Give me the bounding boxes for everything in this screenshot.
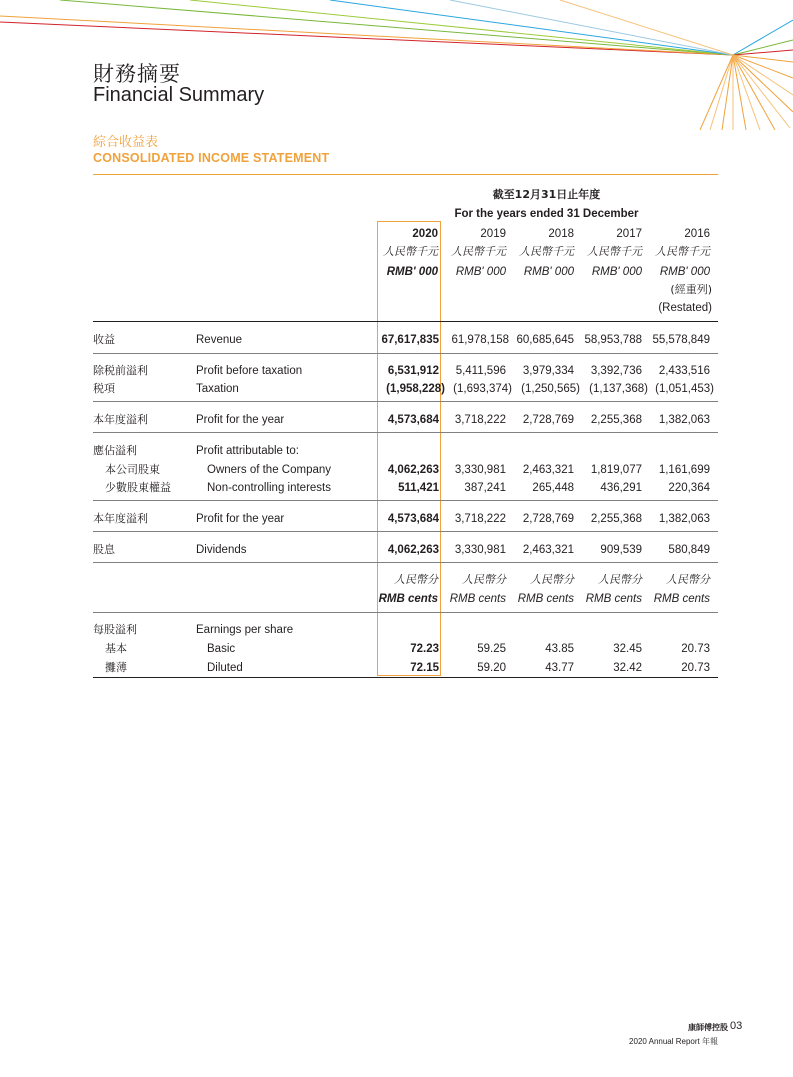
table-rule <box>93 321 718 322</box>
row-label-en: Dividends <box>196 544 247 556</box>
section-divider <box>93 174 718 175</box>
period-label-cn: 截至12月31日止年度 <box>492 188 601 201</box>
restated-label-en: (Restated) <box>658 302 712 314</box>
row-label-cn: 攤薄 <box>105 661 127 674</box>
cell: 387,241 <box>464 482 506 494</box>
cell: 20.73 <box>681 662 710 674</box>
page-number: 03 <box>730 1020 743 1032</box>
year-header: 2018 <box>548 228 574 240</box>
row-label-en: Profit for the year <box>196 414 285 426</box>
row-label-cn: 應佔溢利 <box>93 444 137 457</box>
table-rule <box>93 612 718 613</box>
cents-unit-cn: 人民幣分 <box>394 573 438 586</box>
cell: 220,364 <box>668 482 710 494</box>
table-rule <box>93 401 718 402</box>
ray <box>700 55 733 130</box>
cell: 20.73 <box>681 643 710 655</box>
year-header: 2016 <box>684 228 710 240</box>
cell: 3,330,981 <box>454 464 506 476</box>
cell: 59.20 <box>477 662 506 674</box>
cell: 2,463,321 <box>522 544 574 556</box>
cell: 3,392,736 <box>590 365 642 377</box>
row-label-en: Taxation <box>196 383 239 395</box>
cell: 2,463,321 <box>522 464 574 476</box>
cell: 3,979,334 <box>522 365 574 377</box>
cents-unit-en: RMB cents <box>517 593 574 605</box>
cell-2020: 6,531,912 <box>387 365 439 377</box>
footer-report-title: 2020 Annual Report 年報 <box>629 1037 718 1046</box>
row-label-cn: 本年度溢利 <box>93 512 148 525</box>
cell-2020: 4,062,263 <box>387 464 439 476</box>
ray <box>0 16 733 55</box>
table-rule <box>93 562 718 563</box>
row-label-cn: 股息 <box>93 543 115 556</box>
table-rule <box>93 677 718 678</box>
ray <box>710 55 733 130</box>
row-label-en: Profit for the year <box>196 513 285 525</box>
cell: 3,718,222 <box>454 414 506 426</box>
table-rule <box>93 353 718 354</box>
cell: 1,819,077 <box>590 464 642 476</box>
year-header: 2019 <box>480 228 506 240</box>
unit-cn: 人民幣千元 <box>587 245 642 258</box>
row-label-cn: 基本 <box>105 642 127 655</box>
row-label-cn: 税項 <box>93 382 115 395</box>
cell: 2,728,769 <box>522 414 574 426</box>
row-label-en: Diluted <box>207 662 243 674</box>
cents-unit-cn: 人民幣分 <box>598 573 642 586</box>
table-rule <box>93 500 718 501</box>
cell: 32.45 <box>613 643 642 655</box>
cell-2020: 511,421 <box>398 482 439 494</box>
unit-en: RMB' 000 <box>591 266 642 278</box>
row-label-en: Owners of the Company <box>207 464 332 476</box>
year-header: 2017 <box>616 228 642 240</box>
ray <box>450 0 733 55</box>
cell-2020: (1,958,228) <box>386 383 445 395</box>
cell: (1,250,565) <box>521 383 580 395</box>
cell: (1,693,374) <box>453 383 512 395</box>
row-label-cn: 除税前溢利 <box>93 364 148 377</box>
table-rule <box>93 531 718 532</box>
cell-2020: 4,573,684 <box>387 414 439 426</box>
cell: 60,685,645 <box>516 334 574 346</box>
cents-unit-en: RMB cents <box>378 593 438 605</box>
cell: 5,411,596 <box>455 365 506 377</box>
cell-2020: 67,617,835 <box>381 334 439 346</box>
cell: 265,448 <box>532 482 574 494</box>
cell-2020: 4,062,263 <box>387 544 439 556</box>
cell: 61,978,158 <box>451 334 509 346</box>
footer-company-name: 康師傅控股 <box>688 1023 728 1032</box>
section-title-cn: 綜合收益表 <box>93 135 159 150</box>
restated-label-cn: (經重列) <box>670 283 712 296</box>
cell: 32.42 <box>613 662 642 674</box>
highlight-column-2020 <box>377 221 441 676</box>
row-label-en: Profit attributable to: <box>196 445 299 457</box>
row-label-cn: 本公司股東 <box>105 463 160 476</box>
unit-en: RMB' 000 <box>455 266 506 278</box>
page-title-cn: 財務摘要 <box>93 62 181 86</box>
cell: 436,291 <box>600 482 642 494</box>
row-label-en: Earnings per share <box>196 624 294 636</box>
unit-en: RMB' 000 <box>523 266 574 278</box>
ray <box>722 55 733 130</box>
unit-en: RMB' 000 <box>659 266 710 278</box>
cents-unit-en: RMB cents <box>449 593 506 605</box>
cents-unit-cn: 人民幣分 <box>666 573 710 586</box>
row-label-cn: 收益 <box>93 333 115 346</box>
cell: 3,330,981 <box>454 544 506 556</box>
year-header: 2020 <box>412 228 438 240</box>
cents-unit-en: RMB cents <box>653 593 710 605</box>
cell: (1,137,368) <box>589 383 648 395</box>
row-label-en: Non-controlling interests <box>207 482 332 494</box>
cents-unit-cn: 人民幣分 <box>462 573 506 586</box>
cell: 1,382,063 <box>658 513 710 525</box>
cents-unit-en: RMB cents <box>585 593 642 605</box>
cell: 2,255,368 <box>590 414 642 426</box>
cell-2020: 72.15 <box>410 662 439 674</box>
period-label-en: For the years ended 31 December <box>454 208 639 220</box>
ray <box>190 0 733 55</box>
cell: 2,433,516 <box>658 365 710 377</box>
section-title-en: CONSOLIDATED INCOME STATEMENT <box>93 151 330 165</box>
cell-2020: 72.23 <box>410 643 439 655</box>
ray <box>733 55 760 130</box>
cell: 909,539 <box>600 544 642 556</box>
unit-cn: 人民幣千元 <box>655 245 710 258</box>
row-label-cn: 少數股東權益 <box>105 481 171 494</box>
cell: 59.25 <box>477 643 506 655</box>
cell: 3,718,222 <box>454 513 506 525</box>
cell: 2,728,769 <box>522 513 574 525</box>
cell: 55,578,849 <box>652 334 710 346</box>
ray <box>60 0 733 55</box>
cell: 1,161,699 <box>658 464 710 476</box>
row-label-en: Basic <box>207 643 236 655</box>
cell: 43.77 <box>545 662 574 674</box>
unit-cn: 人民幣千元 <box>451 245 506 258</box>
cents-unit-cn: 人民幣分 <box>530 573 574 586</box>
ray <box>0 22 733 55</box>
cell: 43.85 <box>545 643 574 655</box>
unit-en: RMB' 000 <box>386 266 438 278</box>
cell: 580,849 <box>668 544 710 556</box>
cell: 2,255,368 <box>590 513 642 525</box>
ray <box>733 20 793 55</box>
row-label-cn: 本年度溢利 <box>93 413 148 426</box>
row-label-en: Revenue <box>196 334 243 346</box>
cell: (1,051,453) <box>655 383 714 395</box>
unit-cn: 人民幣千元 <box>383 245 438 258</box>
page-title-en: Financial Summary <box>93 84 265 106</box>
cell-2020: 4,573,684 <box>387 513 439 525</box>
unit-cn: 人民幣千元 <box>519 245 574 258</box>
table-rule <box>93 432 718 433</box>
ray <box>733 55 793 112</box>
row-label-en: Profit before taxation <box>196 365 303 377</box>
cell: 58,953,788 <box>584 334 642 346</box>
cell: 1,382,063 <box>658 414 710 426</box>
row-label-cn: 每股溢利 <box>93 623 137 636</box>
